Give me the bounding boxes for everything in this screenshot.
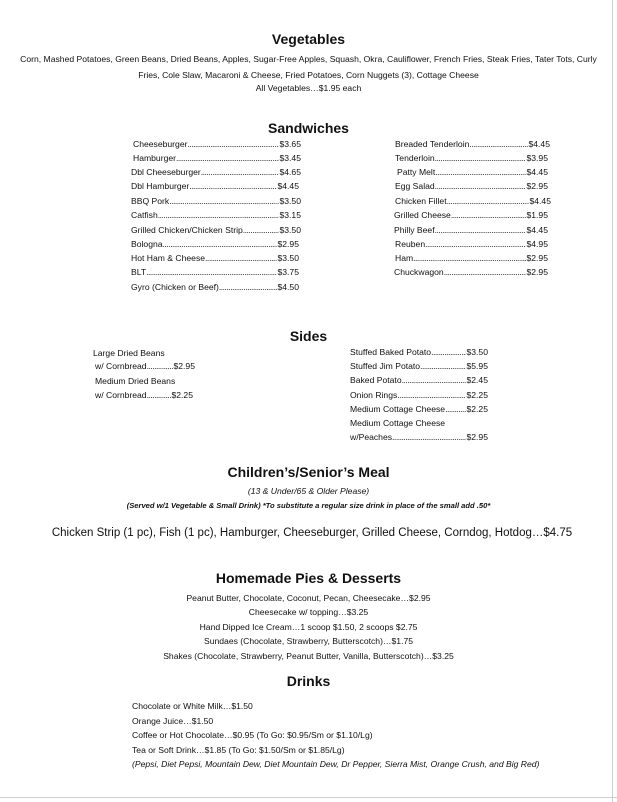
menu-item: w/Peaches ..... $2.95	[350, 432, 488, 446]
menu-item: Bologna ..... $2.95	[131, 239, 299, 253]
vegetables-list: Corn, Mashed Potatoes, Green Beans, Dried Beans, Apples, Sugar-Free Apples, Squash, Okra, Cauliflower, French Fries, Steak Fries, Tater Tots, Curly Fries, Cole Slaw, Macaroni & Cheese, Fried Potatoes, Corn Nuggets (3), Cottage Cheese	[20, 54, 597, 80]
drink-line: Coffee or Hot Chocolate…$0.95 (To Go: $0.95/Sm or $1.10/Lg)	[132, 730, 373, 741]
menu-item: BLT ..... $3.75	[131, 267, 299, 281]
drink-line: Tea or Soft Drink…$1.85 (To Go: $1.50/Sm or $1.85/Lg)	[132, 744, 345, 755]
drink-line: Orange Juice…$1.50	[132, 715, 214, 726]
drinks-list	[132, 701, 539, 774]
menu-item: Stuffed Baked Potato ..... $3.50	[350, 347, 488, 361]
sides-medium-label: Medium Dried Beans	[95, 376, 176, 386]
drink-line: Chocolate or White Milk…$1.50	[132, 701, 253, 711]
menu-item: Chuckwagon ..... $2.95	[394, 267, 548, 281]
menu-item: Reuben ..... $4.95	[395, 239, 548, 253]
menu-item: Grilled Chicken/Chicken Strip ..... $3.50	[131, 225, 301, 239]
dessert-line: Shakes (Chocolate, Strawberry, Peanut Butter, Vanilla, Butterscotch)…$3.25	[163, 651, 454, 661]
menu-item: Catfish ..... $3.15	[131, 210, 301, 224]
menu-item: Patty Melt ..... $4.45	[397, 167, 548, 181]
kids-items: Chicken Strip (1 pc), Fish (1 pc), Hamburger, Cheeseburger, Grilled Cheese, Corndog, Hotdog…$4.75	[51, 527, 573, 539]
sides-peaches-label: Medium Cottage Cheese	[350, 418, 446, 428]
menu-item: Breaded Tenderloin ..... $4.45	[395, 139, 550, 153]
kids-age-note: (13 & Under/65 & Older Please)	[247, 486, 370, 496]
drinks-heading: Drinks	[286, 673, 331, 689]
dessert-line: Sundaes (Chocolate, Strawberry, Butterscotch)…$1.75	[203, 636, 414, 646]
menu-item: Ham ..... $2.95	[395, 253, 548, 267]
kids-heading: Children’s/Senior’s Meal	[227, 464, 390, 480]
menu-item: Cheeseburger ..... $3.65	[133, 139, 301, 153]
menu-item: w/ Cornbread ..... $2.25	[95, 390, 193, 404]
menu-item: Medium Cottage Cheese ..... $2.25	[350, 404, 488, 418]
menu-item: Dbl Cheeseburger ..... $4.65	[131, 167, 301, 181]
menu-item: Onion Rings ..... $2.25	[350, 390, 488, 404]
sandwiches-heading: Sandwiches	[268, 120, 349, 136]
menu-item: Philly Beef ..... $4.45	[394, 225, 548, 239]
drink-brands: (Pepsi, Diet Pepsi, Mountain Dew, Diet Mountain Dew, Dr Pepper, Sierra Mist, Orange Crush, and Big Red)	[132, 759, 540, 770]
menu-item: w/ Cornbread ..... $2.95	[95, 361, 195, 375]
dessert-line: Hand Dipped Ice Cream…1 scoop $1.50, 2 scoops $2.75	[199, 622, 418, 632]
sides-large-label: Large Dried Beans	[93, 348, 165, 358]
kids-serve-note: (Served w/1 Vegetable & Small Drink) *To substitute a regular size drink in place of the small add .50*	[126, 501, 491, 510]
vegetables-price: All Vegetables…$1.95 each	[255, 83, 362, 93]
page-border-bottom	[0, 797, 617, 798]
menu-item: Grilled Cheese ..... $1.95	[394, 210, 548, 224]
vegetables-heading: Vegetables	[271, 31, 346, 47]
menu-item: Gyro (Chicken or Beef) ..... $4.50	[131, 282, 299, 296]
menu-item: Egg Salad ..... $2.95	[395, 181, 548, 195]
dessert-line: Cheesecake w/ topping…$3.25	[248, 607, 369, 617]
menu-item: Baked Potato ..... $2.45	[350, 375, 488, 389]
menu-item: BBQ Pork ..... $3.50	[131, 196, 301, 210]
menu-item: Dbl Hamburger ..... $4.45	[131, 181, 299, 195]
menu-item: Chicken Fillet ..... $4.45	[395, 196, 551, 210]
dessert-line: Peanut Butter, Chocolate, Coconut, Pecan, Cheesecake…$2.95	[186, 593, 431, 603]
menu-item: Tenderloin ..... $3.95	[395, 153, 548, 167]
menu-item: Stuffed Jim Potato ..... $5.95	[350, 361, 488, 375]
desserts-heading: Homemade Pies & Desserts	[215, 570, 402, 586]
menu-item: Hot Ham & Cheese ..... $3.50	[131, 253, 299, 267]
menu-item: Hamburger ..... $3.45	[133, 153, 301, 167]
sides-heading: Sides	[289, 328, 328, 344]
